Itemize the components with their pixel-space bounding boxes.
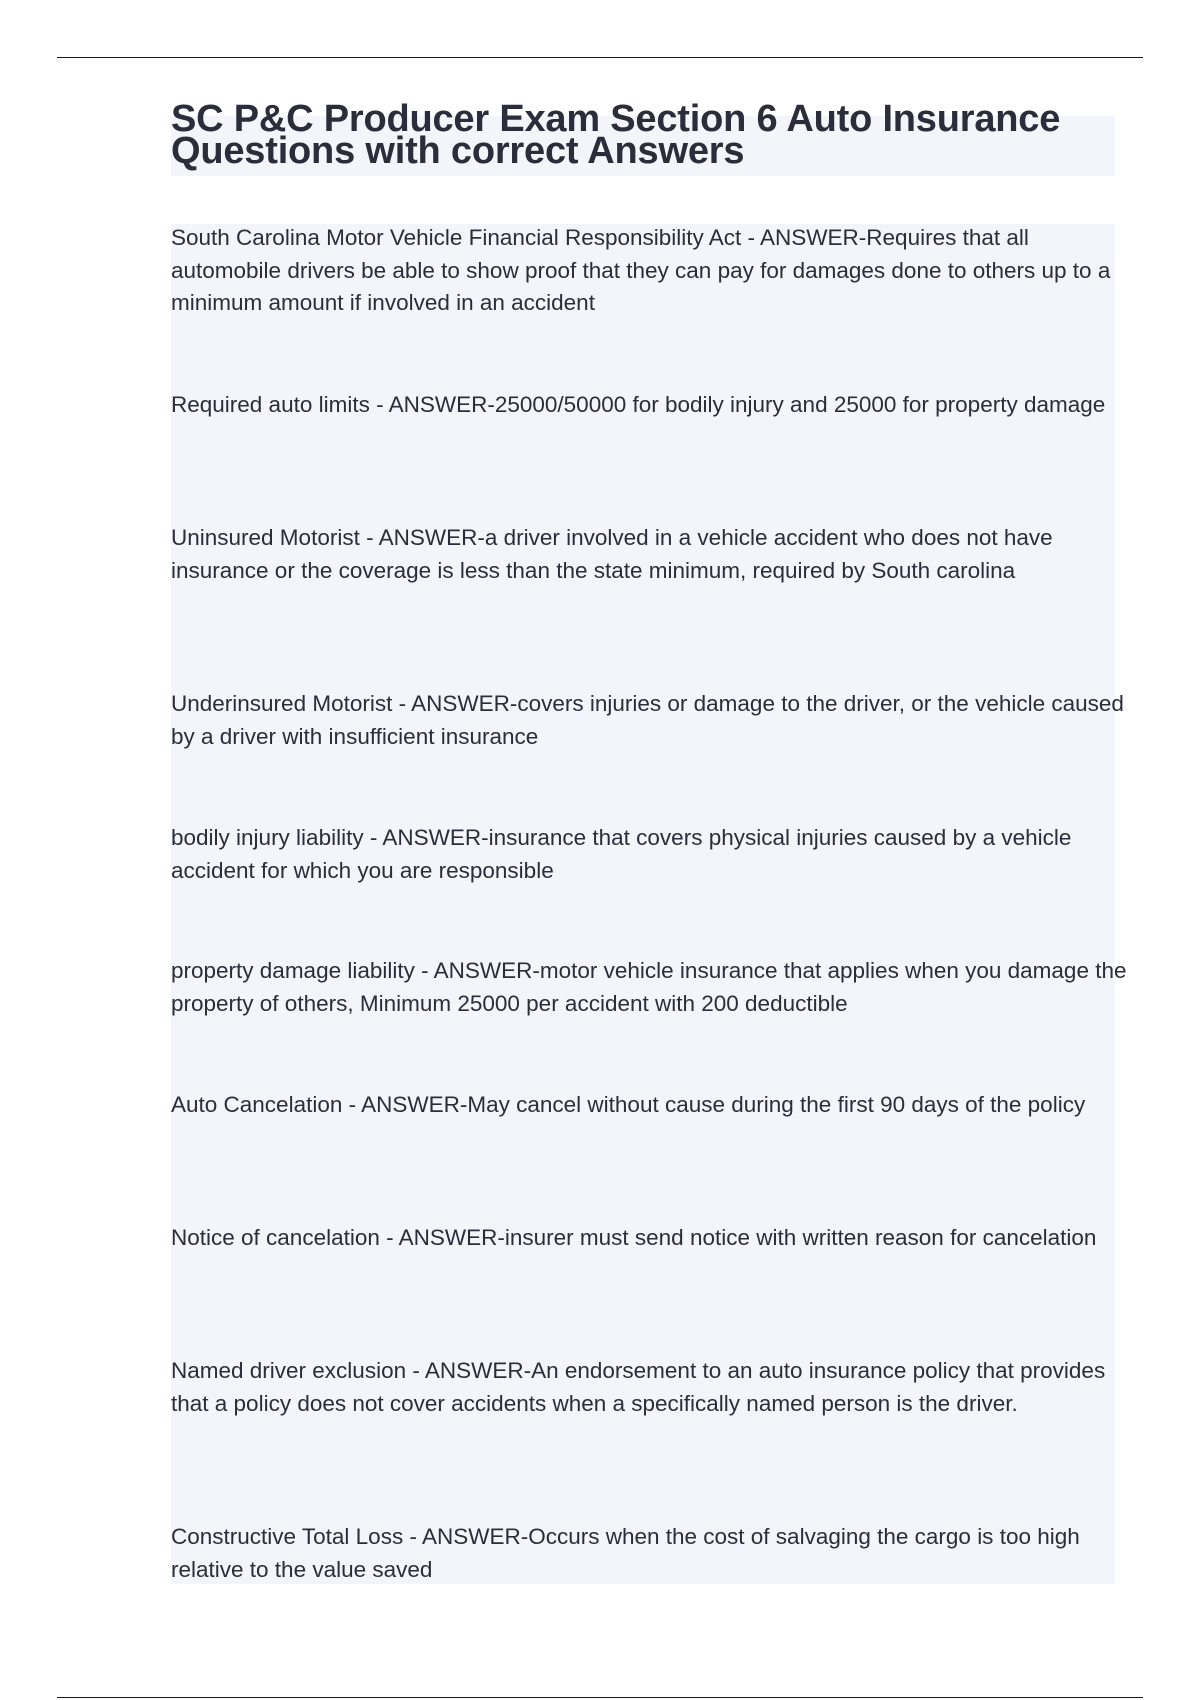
qa-entry: Constructive Total Loss - ANSWER-Occurs when the cost of salvaging the cargo is too high relative to the value saved xyxy=(171,1524,1080,1582)
top-divider xyxy=(57,57,1143,58)
qa-entry: Named driver exclusion - ANSWER-An endorsement to an auto insurance policy that provides that a policy does not cover accidents when a specifically named person is the driver. xyxy=(171,1358,1106,1416)
document-title: SC P&C Producer Exam Section 6 Auto Insurance Questions with correct Answers xyxy=(171,98,1061,172)
qa-entry: South Carolina Motor Vehicle Financial Responsibility Act - ANSWER-Requires that all automobile drivers be able to show proof that they can pay for damages done to others up to a minimum amount if involved in an accident xyxy=(171,225,1111,315)
bottom-divider xyxy=(57,1697,1143,1698)
qa-entry: Underinsured Motorist - ANSWER-covers injuries or damage to the driver, or the vehicle caused by a driver with insufficient insurance xyxy=(171,691,1124,749)
qa-entry: Auto Cancelation - ANSWER-May cancel without cause during the first 90 days of the policy xyxy=(171,1092,1086,1117)
qa-entry: Notice of cancelation - ANSWER-insurer must send notice with written reason for cancelation xyxy=(171,1225,1097,1250)
qa-entry: bodily injury liability - ANSWER-insurance that covers physical injuries caused by a vehicle accident for which you are responsible xyxy=(171,825,1072,883)
qa-entry: Uninsured Motorist - ANSWER-a driver involved in a vehicle accident who does not have insurance or the coverage is less than the state minimum, required by South carolina xyxy=(171,525,1053,583)
qa-entry: property damage liability - ANSWER-motor vehicle insurance that applies when you damage the property of others, Minimum 25000 per accident with 200 deductible xyxy=(171,958,1127,1016)
qa-entry: Required auto limits - ANSWER-25000/50000 for bodily injury and 25000 for property damage xyxy=(171,392,1106,417)
